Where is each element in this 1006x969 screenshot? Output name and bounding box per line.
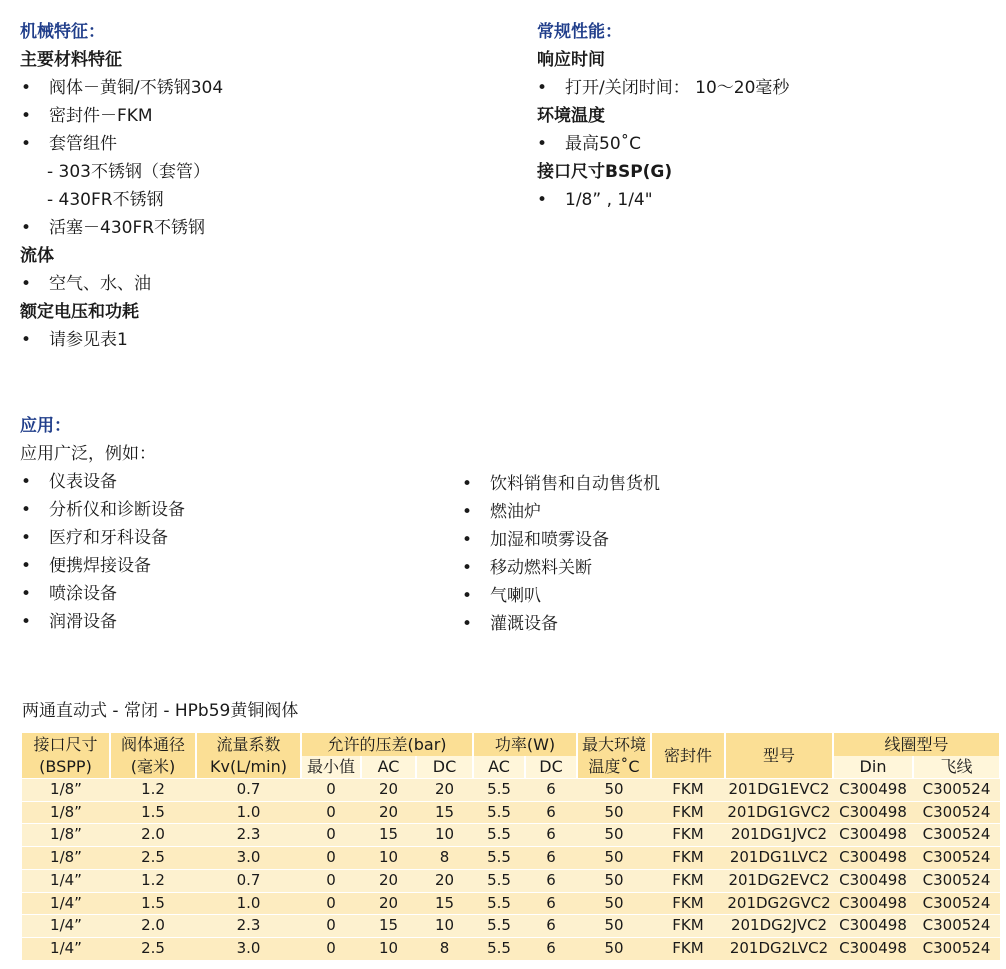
cell-p-min: 0 xyxy=(301,869,361,892)
cell-w-ac: 5.5 xyxy=(473,892,525,915)
application-item: • 医疗和牙科设备 xyxy=(49,527,168,549)
spec-table xyxy=(22,733,1001,960)
cell-seal: FKM xyxy=(651,779,725,802)
table-title: 两通直动式 - 常闭 - HPb59黄铜阀体 xyxy=(22,701,299,721)
cell-flow: 2.3 xyxy=(196,915,301,938)
cell-coil-din: C300498 xyxy=(833,915,913,938)
port-title: 接口尺寸BSP(G) xyxy=(537,162,673,182)
cell-p-min: 0 xyxy=(301,937,361,959)
port-item: • 1/8” , 1/4" xyxy=(565,189,653,211)
cell-model: 201DG1JVC2 xyxy=(725,824,833,847)
material-item: • 活塞－430FR不锈钢 xyxy=(49,217,205,239)
header-orifice-unit: (毫米) xyxy=(110,756,196,779)
cell-orifice: 2.0 xyxy=(110,915,196,938)
material-title: 主要材料特征 xyxy=(20,50,122,70)
application-heading: 应用： xyxy=(20,416,71,436)
cell-coil-din: C300498 xyxy=(833,847,913,870)
header-coil: 线圈型号 xyxy=(833,733,1000,756)
cell-model: 201DG1GVC2 xyxy=(725,801,833,824)
cell-p-dc: 20 xyxy=(416,779,473,802)
application-item: • 仪表设备 xyxy=(49,471,117,493)
cell-model: 201DG2JVC2 xyxy=(725,915,833,938)
table-row xyxy=(22,892,1000,915)
cell-orifice: 2.5 xyxy=(110,847,196,870)
cell-temp: 50 xyxy=(577,779,651,802)
cell-p-ac: 10 xyxy=(361,847,416,870)
cell-flow: 2.3 xyxy=(196,824,301,847)
header-port-unit: (BSPP) xyxy=(22,756,110,779)
cell-p-dc: 10 xyxy=(416,824,473,847)
cell-p-ac: 20 xyxy=(361,892,416,915)
cell-p-dc: 15 xyxy=(416,892,473,915)
cell-port: 1/4” xyxy=(22,892,110,915)
cell-w-dc: 6 xyxy=(525,779,577,802)
cell-orifice: 2.5 xyxy=(110,937,196,959)
cell-temp: 50 xyxy=(577,801,651,824)
cell-w-dc: 6 xyxy=(525,937,577,959)
cell-w-dc: 6 xyxy=(525,892,577,915)
cell-model: 201DG2LVC2 xyxy=(725,937,833,959)
cell-w-ac: 5.5 xyxy=(473,937,525,959)
cell-w-dc: 6 xyxy=(525,869,577,892)
cell-p-min: 0 xyxy=(301,824,361,847)
table-row xyxy=(22,915,1000,938)
cell-coil-din: C300498 xyxy=(833,824,913,847)
header-temp: 最大环境 xyxy=(577,733,651,756)
fluid-item: • 空气、水、油 xyxy=(49,273,151,295)
cell-coil-din: C300498 xyxy=(833,779,913,802)
cell-temp: 50 xyxy=(577,847,651,870)
cell-temp: 50 xyxy=(577,937,651,959)
cell-coil-wire: C300524 xyxy=(913,847,1000,870)
cell-model: 201DG2GVC2 xyxy=(725,892,833,915)
cell-flow: 0.7 xyxy=(196,779,301,802)
cell-w-dc: 6 xyxy=(525,915,577,938)
application-item: • 灌溉设备 xyxy=(490,613,558,635)
header-p-dc: DC xyxy=(416,756,473,779)
cell-temp: 50 xyxy=(577,824,651,847)
temp-title: 环境温度 xyxy=(537,106,605,126)
table-row xyxy=(22,824,1000,847)
application-item: • 润滑设备 xyxy=(49,611,117,633)
cell-port: 1/4” xyxy=(22,915,110,938)
table-row xyxy=(22,779,1000,802)
cell-coil-wire: C300524 xyxy=(913,915,1000,938)
cell-coil-wire: C300524 xyxy=(913,869,1000,892)
temp-item: • 最高50˚C xyxy=(565,133,641,155)
header-p-ac: AC xyxy=(361,756,416,779)
cell-model: 201DG2EVC2 xyxy=(725,869,833,892)
cell-port: 1/8” xyxy=(22,801,110,824)
cell-flow: 0.7 xyxy=(196,869,301,892)
cell-w-dc: 6 xyxy=(525,847,577,870)
cell-p-ac: 20 xyxy=(361,801,416,824)
header-coil-wire: 飞线 xyxy=(913,756,1000,779)
cell-port: 1/4” xyxy=(22,937,110,959)
material-item: • 密封件－FKM xyxy=(49,105,153,127)
response-item: • 打开/关闭时间： 10～20毫秒 xyxy=(565,77,789,99)
header-seal: 密封件 xyxy=(651,733,725,779)
cell-p-min: 0 xyxy=(301,801,361,824)
header-p-min: 最小值 xyxy=(301,756,361,779)
cell-coil-din: C300498 xyxy=(833,892,913,915)
cell-p-ac: 10 xyxy=(361,937,416,959)
voltage-item: • 请参见表1 xyxy=(49,329,128,351)
cell-w-ac: 5.5 xyxy=(473,801,525,824)
application-item: • 移动燃料关断 xyxy=(490,557,592,579)
header-w-ac: AC xyxy=(473,756,525,779)
header-pressure: 允许的压差(bar) xyxy=(301,733,473,756)
header-temp-unit: 温度˚C xyxy=(577,756,651,779)
cell-p-dc: 8 xyxy=(416,847,473,870)
cell-temp: 50 xyxy=(577,915,651,938)
cell-port: 1/8” xyxy=(22,847,110,870)
mechanical-heading: 机械特征： xyxy=(20,22,105,42)
header-flow: 流量系数 xyxy=(196,733,301,756)
application-item: • 燃油炉 xyxy=(490,501,541,523)
cell-coil-wire: C300524 xyxy=(913,779,1000,802)
header-w-dc: DC xyxy=(525,756,577,779)
cell-coil-wire: C300524 xyxy=(913,937,1000,959)
cell-seal: FKM xyxy=(651,937,725,959)
cell-orifice: 1.5 xyxy=(110,801,196,824)
cell-p-ac: 15 xyxy=(361,915,416,938)
cell-p-min: 0 xyxy=(301,892,361,915)
table-row xyxy=(22,847,1000,870)
cell-flow: 3.0 xyxy=(196,847,301,870)
cell-p-ac: 20 xyxy=(361,869,416,892)
cell-w-ac: 5.5 xyxy=(473,915,525,938)
cell-port: 1/8” xyxy=(22,779,110,802)
application-item: • 加湿和喷雾设备 xyxy=(490,529,609,551)
response-title: 响应时间 xyxy=(537,50,605,70)
cell-temp: 50 xyxy=(577,892,651,915)
header-model: 型号 xyxy=(725,733,833,779)
header-orifice: 阀体通径 xyxy=(110,733,196,756)
cell-p-min: 0 xyxy=(301,847,361,870)
cell-w-ac: 5.5 xyxy=(473,847,525,870)
voltage-title: 额定电压和功耗 xyxy=(20,302,139,322)
cell-seal: FKM xyxy=(651,915,725,938)
cell-p-min: 0 xyxy=(301,915,361,938)
cell-port: 1/4” xyxy=(22,869,110,892)
cell-w-dc: 6 xyxy=(525,801,577,824)
application-intro: 应用广泛，例如： xyxy=(20,444,156,464)
application-item: • 喷涂设备 xyxy=(49,583,117,605)
cell-orifice: 1.2 xyxy=(110,779,196,802)
table-row xyxy=(22,937,1000,959)
cell-orifice: 2.0 xyxy=(110,824,196,847)
cell-temp: 50 xyxy=(577,869,651,892)
cell-port: 1/8” xyxy=(22,824,110,847)
cell-flow: 1.0 xyxy=(196,801,301,824)
cell-flow: 3.0 xyxy=(196,937,301,959)
application-item: • 饮料销售和自动售货机 xyxy=(490,473,660,495)
header-flow-unit: Kv(L/min) xyxy=(196,756,301,779)
cell-seal: FKM xyxy=(651,869,725,892)
cell-seal: FKM xyxy=(651,847,725,870)
cell-p-dc: 15 xyxy=(416,801,473,824)
fluid-title: 流体 xyxy=(20,246,54,266)
cell-orifice: 1.2 xyxy=(110,869,196,892)
cell-model: 201DG1LVC2 xyxy=(725,847,833,870)
cell-coil-din: C300498 xyxy=(833,869,913,892)
cell-w-ac: 5.5 xyxy=(473,869,525,892)
application-item: • 分析仪和诊断设备 xyxy=(49,499,185,521)
material-item: • 套管组件 xyxy=(49,133,117,155)
cell-seal: FKM xyxy=(651,801,725,824)
performance-heading: 常规性能： xyxy=(537,22,622,42)
cell-coil-wire: C300524 xyxy=(913,824,1000,847)
cell-seal: FKM xyxy=(651,824,725,847)
cell-w-ac: 5.5 xyxy=(473,824,525,847)
table-row xyxy=(22,869,1000,892)
cell-flow: 1.0 xyxy=(196,892,301,915)
table-row xyxy=(22,801,1000,824)
tube-sub-item: - 430FR不锈钢 xyxy=(47,190,164,210)
cell-orifice: 1.5 xyxy=(110,892,196,915)
header-coil-din: Din xyxy=(833,756,913,779)
material-item: • 阀体－黄铜/不锈钢304 xyxy=(49,77,223,99)
cell-seal: FKM xyxy=(651,892,725,915)
cell-w-dc: 6 xyxy=(525,824,577,847)
cell-coil-din: C300498 xyxy=(833,801,913,824)
cell-model: 201DG1EVC2 xyxy=(725,779,833,802)
cell-coil-wire: C300524 xyxy=(913,892,1000,915)
cell-p-min: 0 xyxy=(301,779,361,802)
cell-p-dc: 8 xyxy=(416,937,473,959)
header-port: 接口尺寸 xyxy=(22,733,110,756)
cell-coil-wire: C300524 xyxy=(913,801,1000,824)
cell-coil-din: C300498 xyxy=(833,937,913,959)
spec-table-body xyxy=(22,779,1000,960)
cell-p-ac: 20 xyxy=(361,779,416,802)
cell-p-dc: 20 xyxy=(416,869,473,892)
cell-p-dc: 10 xyxy=(416,915,473,938)
application-item: • 气喇叭 xyxy=(490,585,541,607)
cell-p-ac: 15 xyxy=(361,824,416,847)
tube-sub-item: - 303不锈钢（套管） xyxy=(47,162,210,182)
cell-w-ac: 5.5 xyxy=(473,779,525,802)
header-power: 功率(W) xyxy=(473,733,577,756)
application-item: • 便携焊接设备 xyxy=(49,555,151,577)
